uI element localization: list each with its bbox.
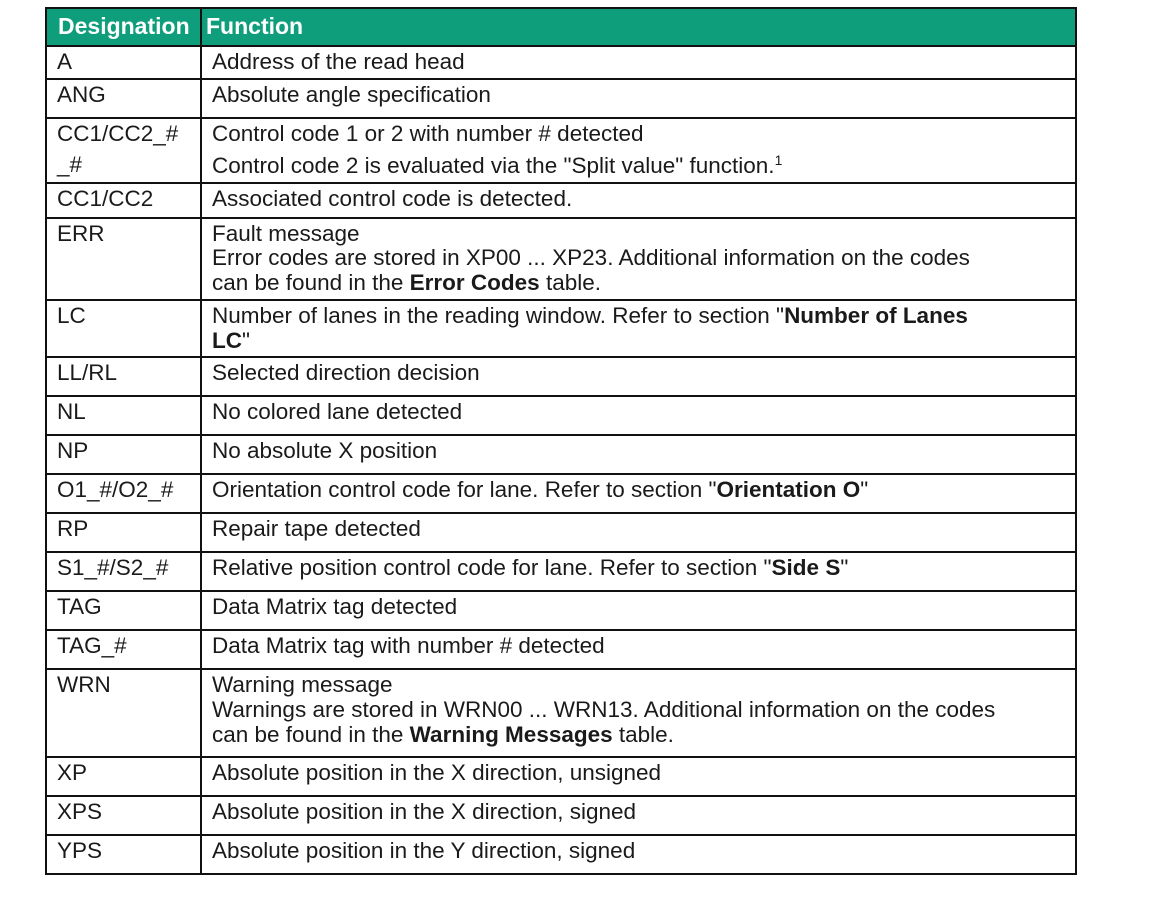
bold-reference: Error Codes [409, 270, 540, 295]
function-text: Control code 1 or 2 with number # detected [212, 121, 644, 146]
function-text: table. [612, 721, 674, 747]
designation-cell: LC [46, 300, 201, 358]
designation-cell: ANG [46, 79, 201, 118]
function-cell [201, 218, 1076, 300]
table-row [46, 46, 1076, 79]
footnote-marker: 1 [774, 151, 783, 168]
table-row [46, 357, 1076, 396]
header-row [46, 8, 1076, 46]
function-text: " [840, 555, 849, 581]
function-cell [201, 630, 1076, 669]
function-text: Fault message [212, 220, 360, 246]
function-text: can be found in the [212, 270, 410, 295]
function-text: Absolute position in the X direction, unsigned [212, 760, 662, 786]
designation-cell: TAG [46, 591, 201, 630]
function-text: Data Matrix tag with number # detected [212, 633, 605, 659]
function-text: Absolute position in the Y direction, signed [212, 838, 636, 864]
function-cell [201, 474, 1076, 513]
designation-cell: XPS [46, 796, 201, 835]
designation-cell: XP [46, 757, 201, 796]
bold-reference: Warning Messages [409, 721, 613, 747]
table-row [46, 630, 1076, 669]
function-text: Associated control code is detected. [212, 185, 573, 211]
table-row [46, 79, 1076, 118]
table-row [46, 669, 1076, 757]
function-text: " [860, 477, 869, 503]
function-cell [201, 357, 1076, 396]
table-body [46, 46, 1076, 874]
designation-cell: NP [46, 435, 201, 474]
function-cell [201, 79, 1076, 118]
function-text: Relative position control code for lane. Refer to section " [212, 555, 772, 581]
function-text: Absolute angle specification [212, 82, 491, 107]
function-text: Number of lanes in the reading window. Refer to section " [212, 302, 785, 328]
designation-cell: A [46, 46, 201, 79]
function-cell [201, 835, 1076, 874]
designation-cell: WRN [46, 669, 201, 757]
function-cell [201, 757, 1076, 796]
function-text: Selected direction decision [212, 360, 480, 386]
function-cell [201, 300, 1076, 358]
designation-cell: LL/RL [46, 357, 201, 396]
designation-function-table [45, 7, 1077, 875]
function-text: No colored lane detected [212, 399, 463, 425]
table-row [46, 835, 1076, 874]
function-text: No absolute X position [212, 438, 438, 464]
table-row [46, 757, 1076, 796]
designation-cell: O1_#/O2_# [46, 474, 201, 513]
table-row [46, 218, 1076, 300]
table-row [46, 474, 1076, 513]
designation-cell: NL [46, 396, 201, 435]
function-cell [201, 435, 1076, 474]
function-cell [201, 513, 1076, 552]
table-row [46, 118, 1076, 183]
bold-reference: Orientation O [716, 477, 861, 503]
table-header [46, 8, 1076, 46]
function-cell [201, 183, 1076, 218]
bold-reference: Number of Lanes [784, 302, 968, 328]
function-cell [201, 796, 1076, 835]
table-row [46, 300, 1076, 358]
table-row [46, 183, 1076, 218]
table-row [46, 591, 1076, 630]
designation-cell: RP [46, 513, 201, 552]
designation-cell: CC1/CC2_# _# [46, 118, 201, 183]
function-text: table. [539, 270, 601, 295]
function-text: Warning message [212, 672, 393, 698]
function-column-header: Function [201, 8, 1076, 46]
function-text: can be found in the [212, 721, 410, 747]
function-text: Data Matrix tag detected [212, 594, 458, 620]
bold-reference: LC [212, 327, 242, 353]
function-cell [201, 396, 1076, 435]
designation-cell: YPS [46, 835, 201, 874]
function-cell [201, 46, 1076, 79]
table-row [46, 552, 1076, 591]
function-cell [201, 118, 1076, 183]
function-cell [201, 669, 1076, 757]
designation-cell: TAG_# [46, 630, 201, 669]
table-row [46, 396, 1076, 435]
function-text: Control code 2 is evaluated via the "Split value" function. [212, 152, 775, 178]
bold-reference: Side S [771, 555, 841, 581]
table-row [46, 796, 1076, 835]
function-text: Error codes are stored in XP00 ... XP23. Additional information on the codes [212, 245, 970, 271]
designation-column-header: Designation [46, 8, 201, 46]
function-text: Absolute position in the X direction, signed [212, 799, 637, 825]
designation-cell: ERR [46, 218, 201, 300]
function-text: " [242, 327, 250, 353]
table-row [46, 435, 1076, 474]
function-text: Address of the read head [212, 49, 465, 74]
function-text: Orientation control code for lane. Refer to section " [212, 477, 717, 503]
function-text: Repair tape detected [212, 516, 421, 542]
function-text: Warnings are stored in WRN00 ... WRN13. Additional information on the codes [212, 697, 996, 722]
function-cell [201, 591, 1076, 630]
function-cell [201, 552, 1076, 591]
table-row [46, 513, 1076, 552]
designation-cell: CC1/CC2 [46, 183, 201, 218]
designation-cell: S1_#/S2_# [46, 552, 201, 591]
